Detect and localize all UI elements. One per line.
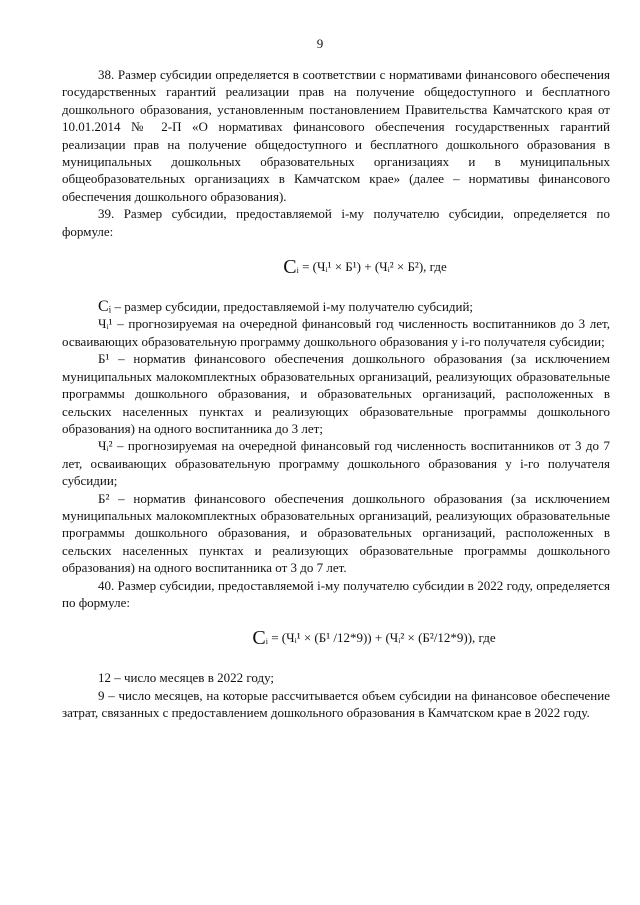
definition-b2 — [62, 490, 610, 577]
definition-ch1 — [62, 315, 610, 350]
definition-symbol: Cᵢ — [98, 298, 112, 316]
definition-text: – норматив финансового обеспечения дошкольного образования (за исключением муниципальных малокомплектных образовательных организаций, реализующих образовательные программы дошкольного образования, и образовательных организаций, расположенных в сельских населенных пунктах и реализующих образовательные программы дошкольного образования) на одного воспитанника до 3 лет; — [62, 351, 610, 436]
formula-2 — [62, 611, 610, 669]
paragraph-40: 40. Размер субсидии, предоставляемой i-му получателю субсидии в 2022 году, определяется по формуле: — [62, 577, 610, 610]
definition-text: – размер субсидии, предоставляемой i-му получателю субсидий; — [111, 299, 474, 315]
paragraph-39: 39. Размер субсидии, предоставляемой i-му получателю субсидии, определяется по формуле: — [62, 206, 610, 239]
document-body — [62, 66, 610, 722]
definition-b1 — [62, 350, 610, 437]
formula-1-rhs: = (Чᵢ¹ × Б¹) + (Чᵢ² × Б²), где — [302, 259, 447, 275]
definition-symbol: Чᵢ² — [98, 438, 113, 454]
formula-1 — [62, 240, 610, 298]
formula-1-lhs-sub: i — [296, 266, 299, 276]
definition-months-year: 12 – число месяцев в 2022 году; — [98, 670, 275, 686]
definition-symbol: Б² — [98, 490, 110, 506]
formula-2-rhs: = (Чᵢ¹ × (Б¹ /12*9)) + (Чᵢ² × (Б²/12*9)), где — [271, 630, 496, 646]
definition-symbol: Б¹ — [98, 351, 110, 367]
formula-2-lhs-sub: i — [265, 637, 268, 647]
definition-symbol: Чᵢ¹ — [98, 316, 113, 332]
definition-text: – норматив финансового обеспечения дошкольного образования (за исключением муниципальных малокомплектных образовательных организаций, реализующих образовательные программы дошкольного образования, и образовательных организаций, расположенных в сельских населенных пунктах и реализующих образовательные программы дошкольного образования) на одного воспитанника от 3 до 7 лет. — [62, 490, 610, 576]
paragraph-38: 38. Размер субсидии определяется в соответствии с нормативами финансового обеспечения государственных гарантий реализации прав на получение общедоступного и бесплатного дошкольного образования, установленным постановлением Правительства Камчатского края от 10.01.2014 № 2-П «О нормативах финансового обеспечения государственных гарантий реализации прав на получение общедоступного и бесплатного дошкольного образования в муниципальных дошкольных образовательных организациях и в муниципальных общеобразовательных организациях в Камчатском крае» (далее – нормативы финансового обеспечения дошкольного образования). — [62, 67, 610, 204]
formula-2-lhs: C — [252, 627, 266, 650]
formula-1-lhs: C — [283, 256, 297, 279]
definition-text: – прогнозируемая на очередной финансовый год численность воспитанников от 3 до 7 лет, осваивающих образовательную программу дошкольного образования у i-го получателя субсидии; — [62, 438, 610, 489]
definition-ch2 — [62, 437, 610, 489]
definition-text: – прогнозируемая на очередной финансовый год численность воспитанников до 3 лет, осваивающих образовательную программу дошкольного образования у i-го получателя субсидии; — [62, 316, 610, 349]
page-number: 9 — [316, 36, 324, 51]
definition-ci — [62, 298, 610, 315]
definition-months-subsidy: 9 – число месяцев, на которые рассчитывается объем субсидии на финансовое обеспечение затрат, связанных с предоставлением дошкольного образования в Камчатском крае в 2022 году. — [62, 687, 610, 721]
